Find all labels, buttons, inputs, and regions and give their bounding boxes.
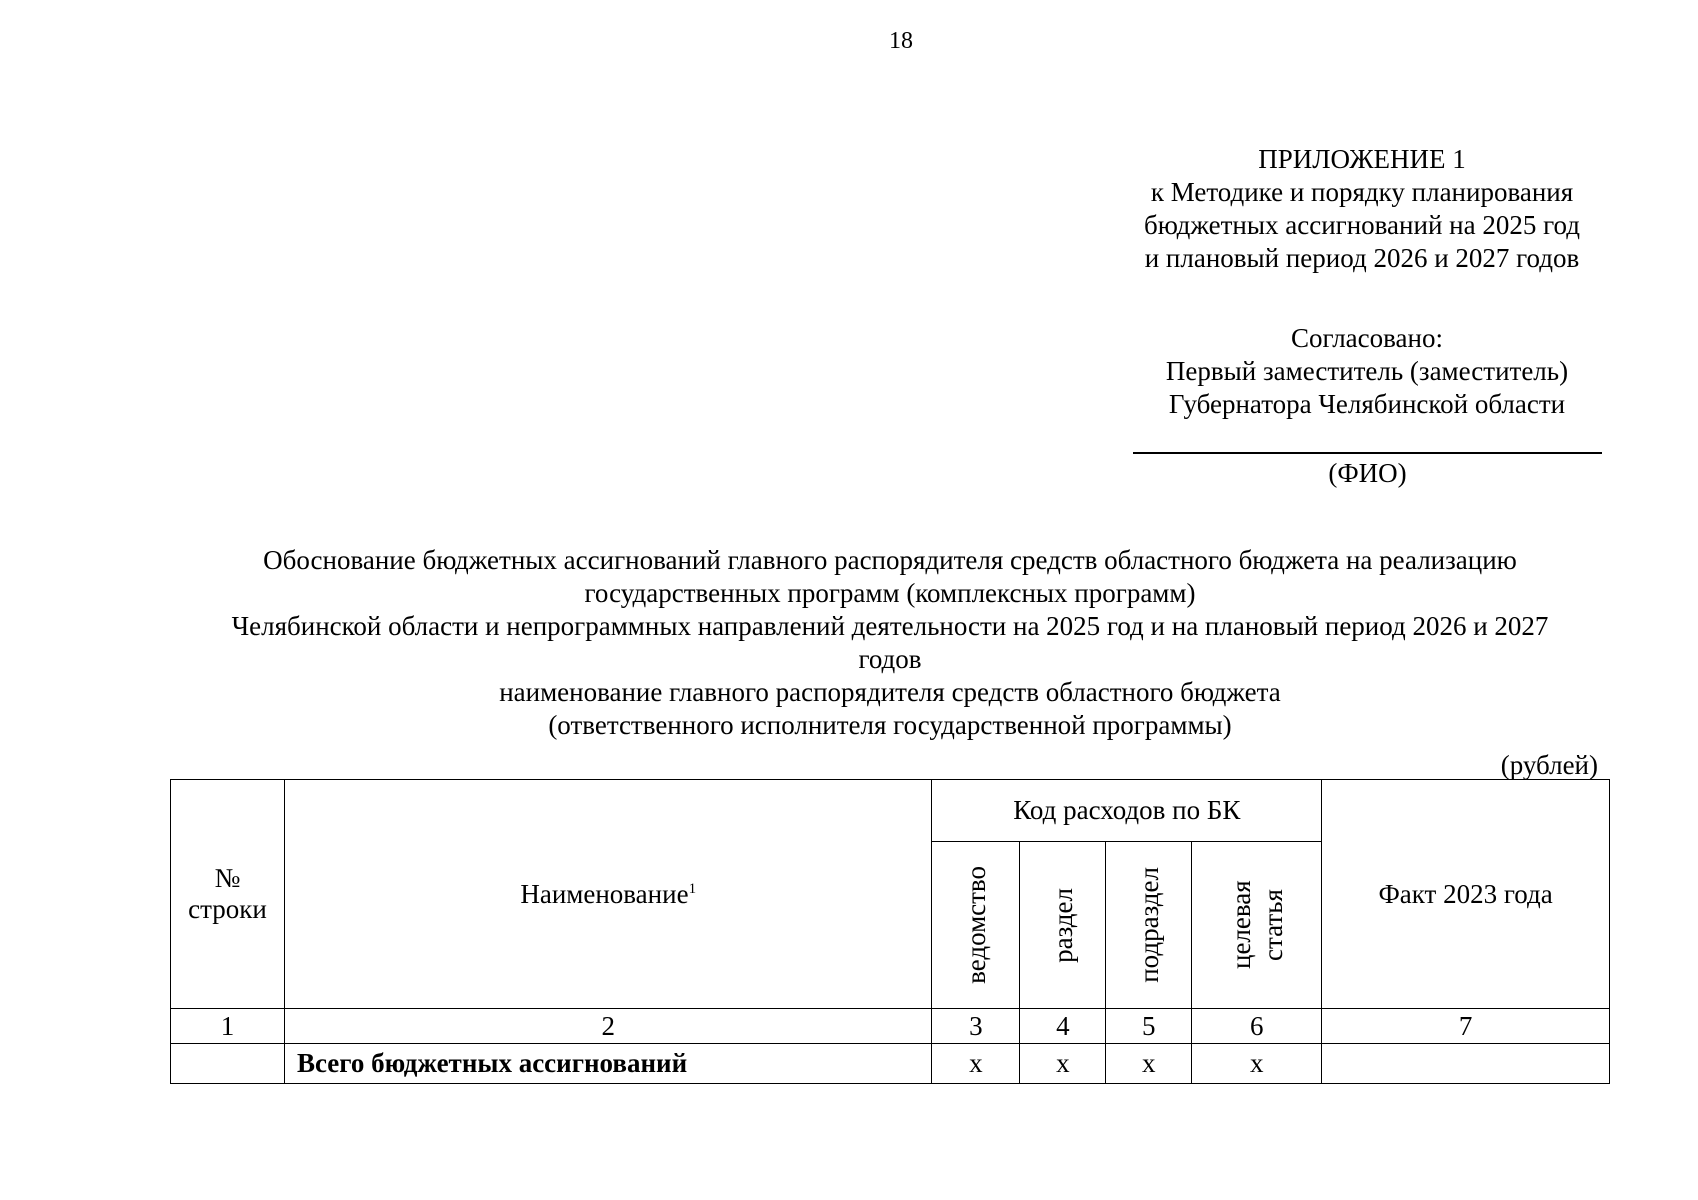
approval-block xyxy=(1122,322,1612,421)
column-number: 4 xyxy=(1020,1009,1106,1044)
approval-position: Губернатора Челябинской области xyxy=(1168,389,1566,419)
target-item-header-label: целевая статья xyxy=(1225,880,1288,970)
row-number-header-symbol: № xyxy=(214,863,241,893)
section-header-label: раздел xyxy=(1047,887,1078,963)
subsection-header-label: подраздел xyxy=(1133,867,1164,983)
appendix-line: и плановый период 2026 и 2027 годов xyxy=(1144,243,1580,273)
name-header-label: Наименование xyxy=(520,878,689,909)
heading-line: (ответственного исполнителя государственной программы) xyxy=(548,710,1232,740)
approval-position: Первый заместитель (заместитель) xyxy=(1165,356,1569,386)
signature-line xyxy=(1133,452,1602,454)
column-number: 3 xyxy=(932,1009,1020,1044)
heading-line: наименование главного распорядителя средств областного бюджета xyxy=(499,677,1281,707)
column-number: 6 xyxy=(1192,1009,1322,1044)
column-number-row xyxy=(171,1009,1610,1044)
unit-label: (рублей) xyxy=(1500,750,1598,780)
total-department: x xyxy=(932,1044,1020,1084)
appendix-line: к Методике и порядку планирования xyxy=(1150,177,1574,207)
appendix-title: ПРИЛОЖЕНИЕ 1 xyxy=(1258,144,1466,174)
column-number: 1 xyxy=(171,1009,285,1044)
appendix-line: бюджетных ассигнований на 2025 год xyxy=(1144,210,1580,240)
total-target-item: x xyxy=(1192,1044,1322,1084)
heading-line: государственных программ (комплексных программ) xyxy=(584,578,1196,608)
total-section: x xyxy=(1020,1044,1106,1084)
footnote-marker: 1 xyxy=(688,880,697,897)
subsection-header xyxy=(1106,842,1192,1009)
appendix-block xyxy=(1122,143,1602,275)
total-row xyxy=(171,1044,1610,1084)
target-item-header xyxy=(1192,842,1322,1009)
document-heading xyxy=(170,544,1610,742)
department-header xyxy=(932,842,1020,1009)
row-number-header-label: строки xyxy=(188,894,267,924)
section-header xyxy=(1020,842,1106,1009)
column-number: 7 xyxy=(1322,1009,1610,1044)
approval-label: Согласовано: xyxy=(1291,323,1443,353)
fact-header: Факт 2023 года xyxy=(1322,780,1610,1009)
page-number: 18 xyxy=(889,28,913,54)
name-header xyxy=(284,780,932,1009)
heading-line: годов xyxy=(858,644,922,674)
row-number-header xyxy=(171,780,285,1009)
total-label: Всего бюджетных ассигнований xyxy=(284,1044,932,1084)
code-group-header: Код расходов по БК xyxy=(932,780,1322,842)
column-number: 5 xyxy=(1106,1009,1192,1044)
heading-line: Обоснование бюджетных ассигнований главного распорядителя средств областного бюджета на реализацию xyxy=(263,545,1517,575)
table-header-row xyxy=(171,780,1610,842)
total-subsection: x xyxy=(1106,1044,1192,1084)
heading-line: Челябинской области и непрограммных направлений деятельности на 2025 год и на плановый период 2026 и 2027 xyxy=(231,611,1549,641)
budget-table xyxy=(170,779,1610,1084)
department-header-label: ведомство xyxy=(960,866,991,984)
column-number: 2 xyxy=(284,1009,932,1044)
total-fact xyxy=(1322,1044,1610,1084)
total-row-number xyxy=(171,1044,285,1084)
fio-label: (ФИО) xyxy=(1328,458,1407,488)
